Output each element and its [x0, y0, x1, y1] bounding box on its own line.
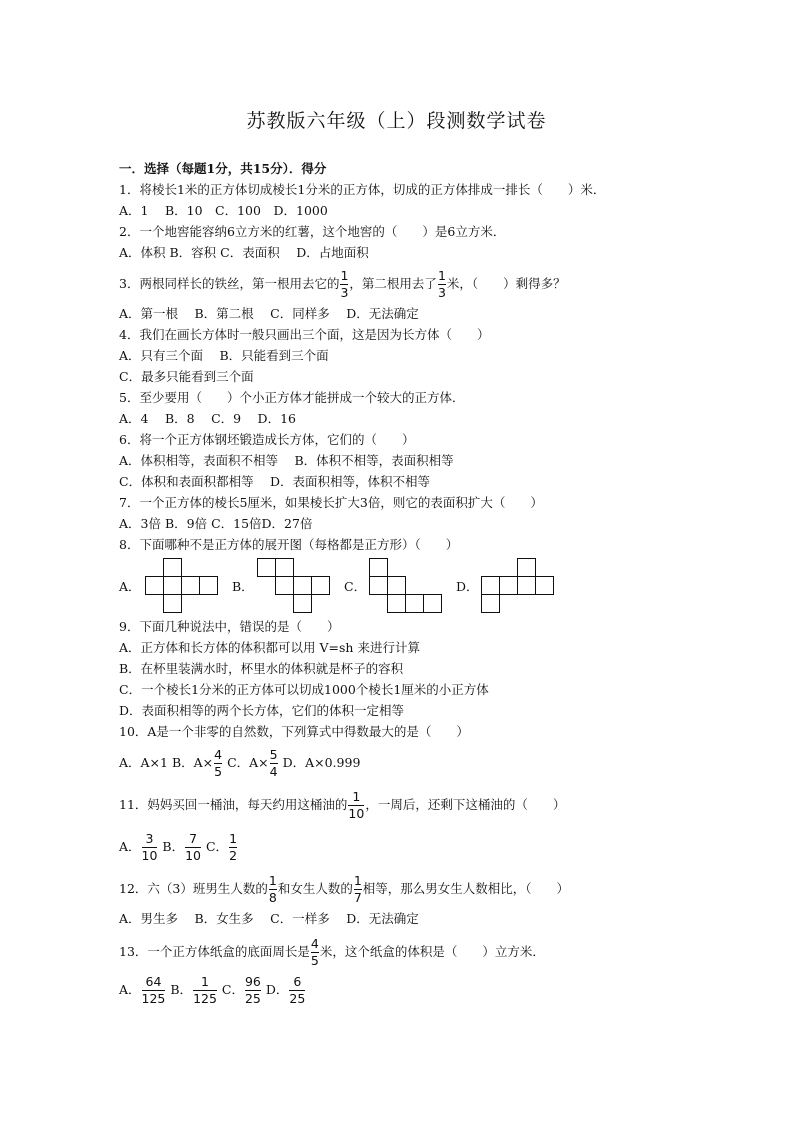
denominator: 3	[340, 285, 349, 300]
question-12-text-1: 12．六（3）班男生人数的	[119, 881, 268, 896]
question-5-options: A．4 B．8 C．9 D．16	[119, 411, 296, 426]
question-13-text-1: 13．一个正方体纸盒的底面周长是	[119, 944, 310, 959]
question-13-text-2: 米，这个纸盒的体积是（ ）立方米．	[319, 944, 545, 959]
option-label-a: A．	[119, 579, 141, 594]
denominator: 5	[214, 764, 223, 779]
fraction	[354, 874, 362, 905]
question-10: 10．A是一个非零的自然数，下列算式中得数最大的是（ ）	[119, 724, 469, 739]
option-text: D．	[261, 982, 289, 997]
net-diagram-b	[257, 558, 331, 618]
numerator: 1	[352, 789, 361, 804]
question-13	[119, 937, 545, 968]
question-6: 6．将一个正方体钢坯锻造成长方体，它们的（ ）	[119, 432, 415, 447]
question-12	[119, 874, 569, 905]
question-3-text-3: 米，（ ）剩得多？	[446, 276, 566, 291]
fraction	[142, 832, 158, 863]
numerator: 1	[353, 873, 362, 888]
denominator: 7	[353, 890, 362, 905]
option-text: B．	[166, 982, 193, 997]
fraction	[340, 269, 348, 300]
question-11-options	[119, 832, 238, 863]
denominator: 125	[141, 991, 166, 1006]
question-12-text-2: 和女生人数的	[277, 881, 353, 896]
option-label-b: B．	[232, 579, 254, 594]
denominator: 5	[310, 953, 319, 968]
net-diagram-c	[369, 558, 443, 618]
question-4-option-c: C．最多只能看到三个面	[119, 369, 254, 384]
question-11	[119, 790, 565, 821]
question-2: 2．一个地窖能容纳6立方米的红薯，这个地窖的（ ）是6立方米．	[119, 224, 506, 239]
fraction	[289, 975, 305, 1006]
denominator: 3	[437, 285, 446, 300]
question-6-options-ab: A．体积相等，表面积不相等 B．体积不相等，表面积相等	[119, 453, 454, 468]
numerator: 64	[145, 974, 162, 989]
question-9-option-a: A．正方体和长方体的体积都可以用 V=sh 来进行计算	[119, 640, 420, 655]
section-heading: 一．选择（每题1分，共15分）．得分	[119, 161, 327, 176]
question-8: 8．下面哪种不是正方体的展开图（每格都是正方形）（ ）	[119, 537, 459, 552]
denominator: 2	[229, 848, 238, 863]
fraction	[185, 832, 201, 863]
denominator: 25	[244, 991, 261, 1006]
fraction	[229, 832, 237, 863]
denominator: 10	[348, 806, 365, 821]
numerator: 4	[310, 936, 319, 951]
question-7: 7．一个正方体的棱长5厘米，如果棱长扩大3倍，则它的表面积扩大（ ）	[119, 495, 543, 510]
net-diagram-a	[145, 558, 219, 618]
numerator: 5	[269, 747, 278, 762]
question-3	[119, 269, 566, 300]
numerator: 4	[214, 747, 223, 762]
option-text: D．A×0.999	[278, 755, 361, 770]
question-12-options: A．男生多 B．女生多 C．一样多 D．无法确定	[119, 911, 419, 926]
question-5: 5．至少要用（ ）个小正方体才能拼成一个较大的正方体．	[119, 390, 465, 405]
numerator: 6	[293, 974, 302, 989]
numerator: 1	[229, 831, 238, 846]
fraction	[245, 975, 261, 1006]
option-label-c: C．	[344, 579, 367, 594]
numerator: 7	[189, 831, 198, 846]
net-diagram-d	[481, 558, 555, 618]
fraction	[270, 748, 278, 779]
fraction	[311, 937, 319, 968]
denominator: 8	[268, 890, 277, 905]
option-text: A．	[119, 839, 141, 854]
denominator: 10	[141, 848, 158, 863]
denominator: 4	[269, 764, 278, 779]
fraction	[214, 748, 222, 779]
denominator: 10	[185, 848, 202, 863]
option-label-d: D．	[456, 579, 479, 594]
page-title: 苏教版六年级（上）段测数学试卷	[246, 110, 547, 132]
option-text: C．	[217, 982, 244, 997]
question-13-options	[119, 975, 306, 1006]
fraction	[193, 975, 217, 1006]
numerator: 1	[268, 873, 277, 888]
question-9-option-b: B．在杯里装满水时，杯里水的体积就是杯子的容积	[119, 661, 404, 676]
question-3-text-1: 3．两根同样长的铁丝，第一根用去它的	[119, 276, 340, 291]
option-text: B．	[158, 839, 185, 854]
question-9-option-d: D．表面积相等的两个长方体，它们的体积一定相等	[119, 703, 405, 718]
fraction	[348, 790, 364, 821]
question-9-option-c: C．一个棱长1分米的正方体可以切成1000个棱长1厘米的小正方体	[119, 682, 489, 697]
denominator: 125	[193, 991, 217, 1006]
question-11-text-1: 11．妈妈买回一桶油，每天约用这桶油的	[119, 797, 348, 812]
question-10-options	[119, 748, 360, 779]
numerator: 1	[437, 268, 446, 283]
question-3-text-2: ，第二根用去了	[349, 276, 437, 291]
question-9: 9．下面几种说法中，错误的是（ ）	[119, 619, 340, 634]
question-2-options: A．体积 B．容积 C．表面积 D．占地面积	[119, 245, 369, 260]
option-text: A．A×1 B．A×	[119, 755, 214, 770]
question-11-text-2: ，一周后，还剩下这桶油的（ ）	[365, 797, 566, 812]
numerator: 1	[340, 268, 349, 283]
option-text: C．	[202, 839, 229, 854]
numerator: 96	[244, 974, 261, 989]
numerator: 3	[145, 831, 154, 846]
question-1: 1．将棱长1米的正方体切成棱长1分米的正方体，切成的正方体排成一排长（ ）米．	[119, 182, 606, 197]
fraction	[142, 975, 166, 1006]
option-text: A．	[119, 982, 141, 997]
question-1-options: A．1 B．10 C．100 D．1000	[119, 203, 328, 218]
question-4: 4．我们在画长方体时一般只画出三个面，这是因为长方体（ ）	[119, 327, 490, 342]
question-12-text-3: 相等，那么男女生人数相比，（ ）	[362, 881, 570, 896]
question-3-options: A．第一根 B．第二根 C．同样多 D．无法确定	[119, 306, 419, 321]
denominator: 25	[289, 991, 306, 1006]
numerator: 1	[201, 974, 209, 989]
fraction	[438, 269, 446, 300]
question-4-options-ab: A．只有三个面 B．只能看到三个面	[119, 348, 329, 363]
question-7-options: A．3倍 B．9倍 C．15倍D．27倍	[119, 516, 313, 531]
fraction	[269, 874, 277, 905]
question-6-options-cd: C．体积和表面积都相等 D．表面积相等，体积不相等	[119, 474, 431, 489]
option-text: C．A×	[223, 755, 269, 770]
